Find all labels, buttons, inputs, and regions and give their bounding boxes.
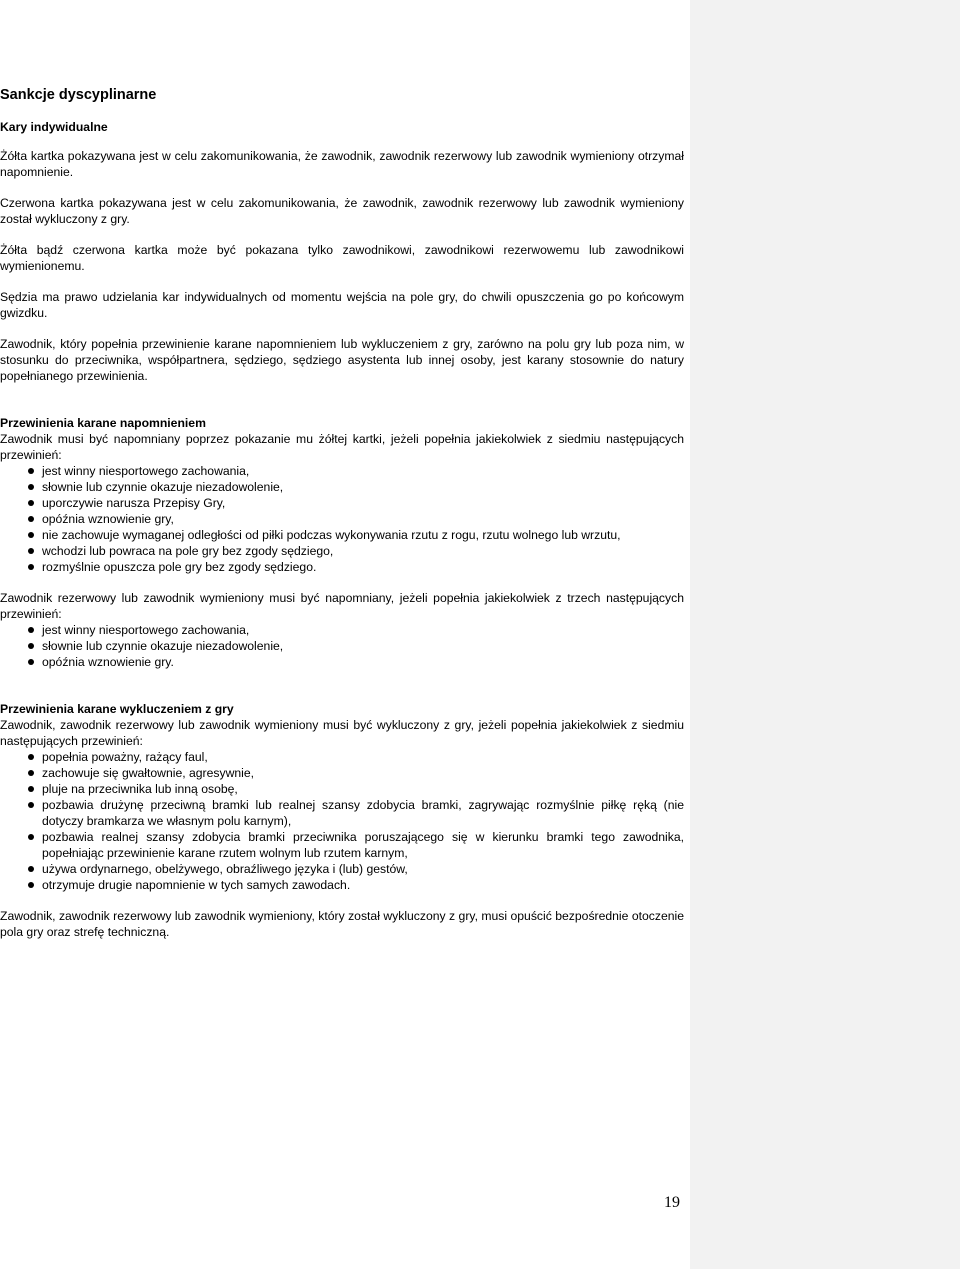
list-item: pluje na przeciwnika lub inną osobę,: [0, 781, 684, 797]
intro-paragraph-yellow-card: Żółta kartka pokazywana jest w celu zakomunikowania, że zawodnik, zawodnik rezerwowy lub zawodnik wymieniony otrzymał napomnienie.: [0, 149, 684, 179]
list-item: wchodzi lub powraca na pole gry bez zgody sędziego,: [0, 543, 684, 559]
comment-margin-pane: [690, 0, 960, 1269]
sending-off-closing: Zawodnik, zawodnik rezerwowy lub zawodnik wymieniony, który został wykluczony z gry, musi opuścić bezpośrednie otoczenie pola gry oraz strefę techniczną.: [0, 909, 684, 939]
list-item: używa ordynarnego, obelżywego, obraźliwego języka i (lub) gestów,: [0, 861, 684, 877]
caution-substitute-intro: Zawodnik rezerwowy lub zawodnik wymieniony musi być napomniany, jeżeli popełnia jakiekolwiek z trzech następujących przewinień:: [0, 591, 684, 621]
list-item: otrzymuje drugie napomnienie w tych samych zawodach.: [0, 877, 684, 893]
document-content: [0, 86, 684, 940]
sending-off-list: [0, 749, 684, 893]
list-item: słownie lub czynnie okazuje niezadowolenie,: [0, 479, 684, 495]
list-item: jest winny niesportowego zachowania,: [0, 463, 684, 479]
list-item: jest winny niesportowego zachowania,: [0, 622, 684, 638]
page-title: Sankcje dyscyplinarne: [0, 87, 157, 103]
list-item: nie zachowuje wymaganej odległości od piłki podczas wykonywania rzutu z rogu, rzutu wolnego lub wrzutu,: [0, 527, 684, 543]
list-item: zachowuje się gwałtownie, agresywnie,: [0, 765, 684, 781]
list-item: opóźnia wznowienie gry.: [0, 654, 684, 670]
list-item: popełnia poważny, rażący faul,: [0, 749, 684, 765]
sending-off-intro: Zawodnik, zawodnik rezerwowy lub zawodnik wymieniony musi być wykluczony z gry, jeżeli popełnia jakiekolwiek z siedmiu następujących przewinień:: [0, 718, 684, 748]
list-item: pozbawia drużynę przeciwną bramki lub realnej szansy zdobycia bramki, zagrywając rozmyślnie piłkę ręką (nie dotyczy bramkarza we własnym polu karnym),: [0, 797, 684, 829]
caution-heading: Przewinienia karane napomnieniem: [0, 416, 206, 430]
list-item: uporczywie narusza Przepisy Gry,: [0, 495, 684, 511]
intro-paragraph-who-can-be-shown: Żółta bądź czerwona kartka może być pokazana tylko zawodnikowi, zawodnikowi rezerwowemu lub zawodnikowi wymienionemu.: [0, 243, 684, 273]
section-subtitle: Kary indywidualne: [0, 120, 108, 134]
sending-off-heading: Przewinienia karane wykluczeniem z gry: [0, 702, 234, 716]
intro-paragraph-red-card: Czerwona kartka pokazywana jest w celu zakomunikowania, że zawodnik, zawodnik rezerwowy lub zawodnik wymieniony został wykluczony z gry.: [0, 196, 684, 226]
list-item: słownie lub czynnie okazuje niezadowolenie,: [0, 638, 684, 654]
list-item: rozmyślnie opuszcza pole gry bez zgody sędziego.: [0, 559, 684, 575]
caution-player-intro: Zawodnik musi być napomniany poprzez pokazanie mu żółtej kartki, jeżeli popełnia jakiekolwiek z siedmiu następujących przewinień:: [0, 432, 684, 462]
caution-substitute-list: [0, 622, 684, 670]
list-item: pozbawia realnej szansy zdobycia bramki przeciwnika poruszającego się w kierunku bramki tego zawodnika, popełniając przewinienie karane rzutem wolnym lub rzutem karnym,: [0, 829, 684, 861]
list-item: opóźnia wznowienie gry,: [0, 511, 684, 527]
page-number: 19: [664, 1194, 680, 1211]
intro-paragraph-referee-authority: Sędzia ma prawo udzielania kar indywidualnych od momentu wejścia na pole gry, do chwili opuszczenia go po końcowym gwizdku.: [0, 290, 684, 320]
caution-player-list: [0, 463, 684, 575]
intro-paragraph-punishment-nature: Zawodnik, który popełnia przewinienie karane napomnieniem lub wykluczeniem z gry, zarówno na polu gry lub poza nim, w stosunku do przeciwnika, współpartnera, sędziego, sędziego asystenta lub innej osoby, jest karany stosownie do natury popełnianego przewinienia.: [0, 337, 684, 383]
